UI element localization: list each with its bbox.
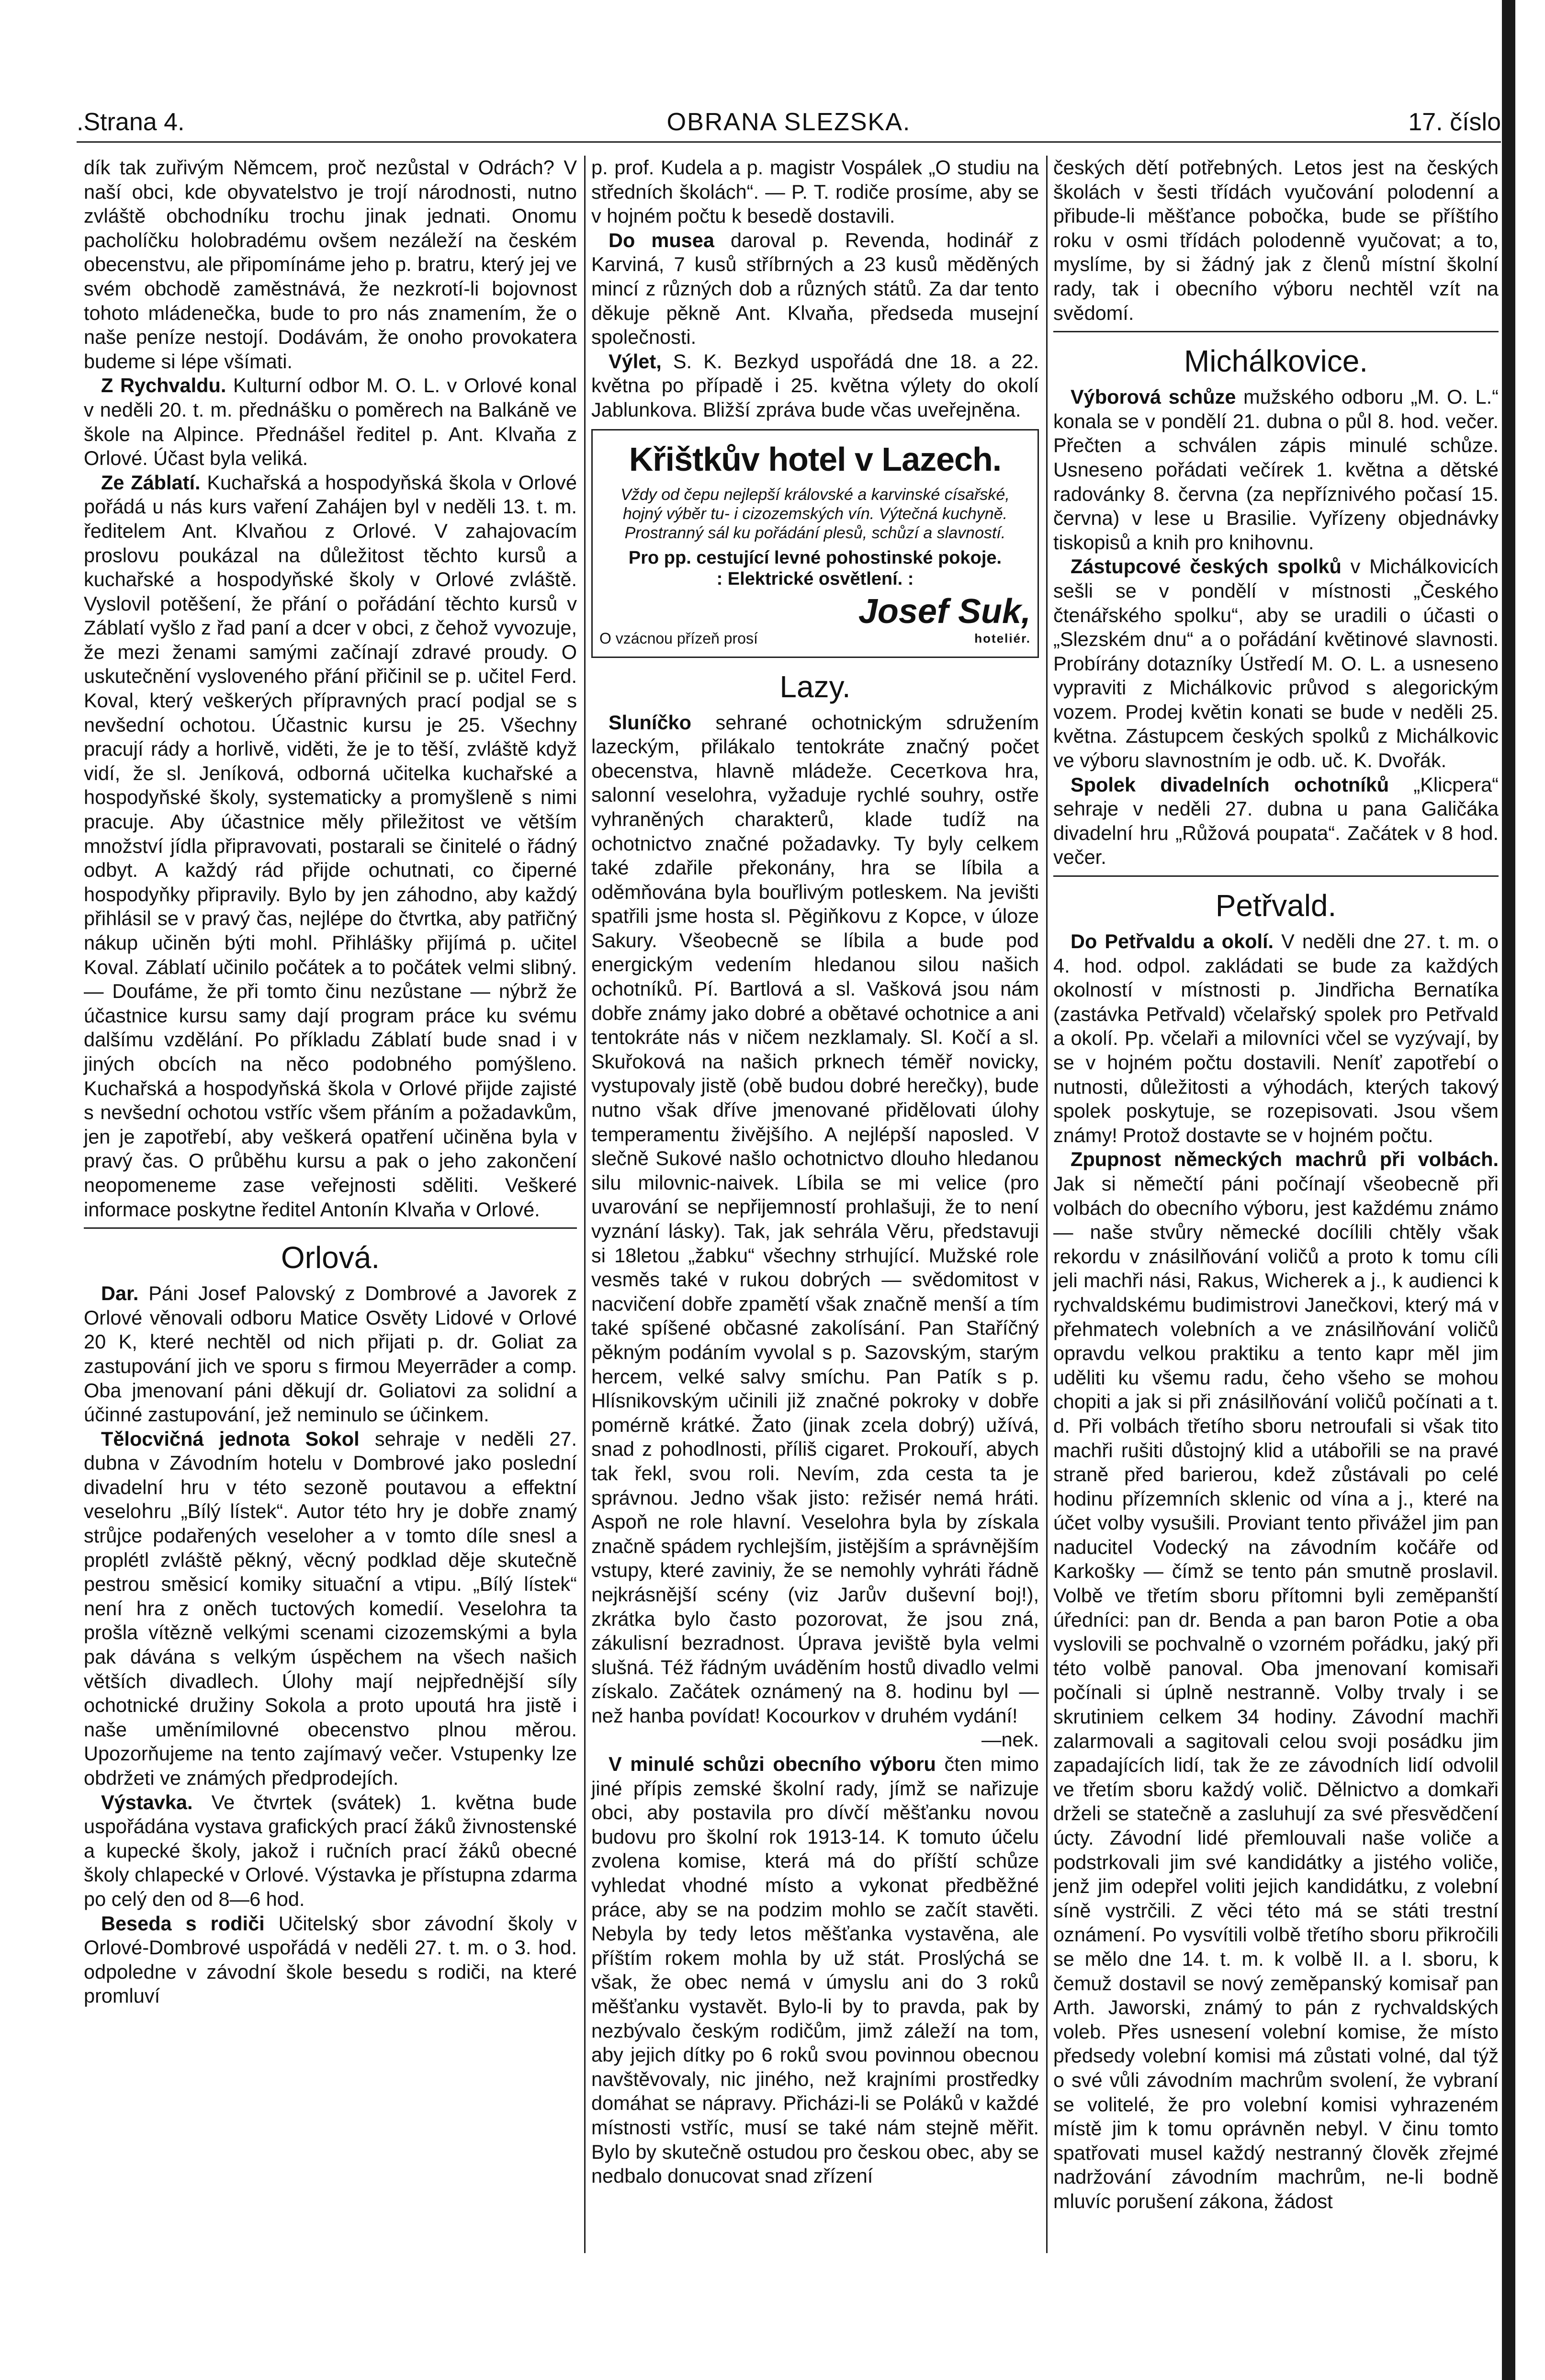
section-title-michalkovice: Michálkovice. <box>1184 344 1368 379</box>
section-title-orlova: Orlová. <box>281 1240 380 1275</box>
article-text: Páni Josef Palovský z Dombrové a Javorek z Orlové věnovali odboru Matice Osvěty Lidové v Orlové 20 K, které nechtěl od nich přijati p. dr. Goliat za zastupování jich ve sporu s firmou Meyerrāder a comp. Oba jmenovaní páni děkují dr. Goliatovi za solidní a účinné zastupování, jež neminulo se účinkem. <box>84 1282 577 1426</box>
section-rule <box>1053 331 1499 332</box>
article-lead: Do musea <box>609 228 714 251</box>
article-text: mužského odboru „M. O. L.“ konala se v pondělí 21. dubna o půl 8. hod. večer. Přečten a schválen zápis minulé schůze. Usneseno pořádati večírek 1. května a dětské radovánky 8. června (za nepříznivého počasí 15. června) v lese u Brasilie. Vyřízeny objednávky tiskopisů a knih pro knihovnu. <box>1053 385 1499 554</box>
article-paragraph <box>1053 929 1499 1147</box>
article-paragraph <box>1053 1147 1499 2213</box>
article-paragraph <box>1053 555 1499 772</box>
ad-body: Vždy od čepu nejlepší královské a karvinské císařské, hojný výběr tu- i cizozemských vín. Výtečná kuchyně. Prostranný sál ku pořádání plesů, schůzí a slavností. <box>620 485 1010 542</box>
section-title-petrvald: Petřvald. <box>1215 888 1337 923</box>
ad-line: Pro pp. cestující levné pohostinské pokoje. <box>628 547 1002 568</box>
issue-number: 17. číslo <box>1408 108 1501 136</box>
ad-line: : Elektrické osvětlení. : <box>716 568 914 589</box>
article-lead: Zpupnost německých machrů při volbách. <box>1071 1148 1499 1171</box>
column-left <box>84 156 577 2311</box>
page-header <box>77 103 1501 143</box>
article-paragraph <box>1053 773 1499 870</box>
column-right <box>1053 156 1499 2311</box>
article-paragraph: dík tak zuřivým Němcem, proč nezůstal v Odrách? V naší obci, kde obyvatelstvo je trojí národnosti, nutno zvláště obchodníku trochu jinak jednati. Onomu pacholíčku holobradému ovšem nezáleží na českém obecenstvu, ale připomínáme jeho p. bratru, který jej ve svém obchodě zaměstnává, že nezkrotí-li bojovnost tohoto mládenečka, bude to pro nás znamením, že o naše peníze nestojí. Dodávám, že onoho provokatera budeme si lépe všímati. <box>84 156 577 373</box>
article-text: čten mimo jiné přípis zemské školní rady, jímž se nařizuje obci, aby postavila pro dívčí měšťanku novou budovu pro školní rok 1913-14. K tomuto účelu zvolena komise, která má do příští schůze vyhledat vhodné místo a vykonat předběžné práce, aby se na podzim mohlo se začít stavěti. Nebyla by tedy letos měšťanka vystavěna, ale příštím rokem mohla by už stát. Proslýchá se však, že obec nemá v úmyslu ani do 3 roků měšťanku vystavět. Bylo-li by to pravda, pak by nezbývalo českým rodičům, jimž záleží na tom, aby jejich dítky po 6 roků svou povinnou obecnou navštěvovaly, nic jiného, než krajními prostředky domáhat se nápravy. Přicházi-li se Poláků v každé místnosti vstříc, musí se také nám stejně měřit. Bylo by skutečně ostudou pro českou obec, aby se nedbalo donucovat snad zřízení <box>591 1753 1039 2187</box>
ad-title: Křištkův hotel v Lazech. <box>629 440 1002 478</box>
article-paragraph <box>84 374 577 470</box>
article-text: „Klicpera“ sehraje v neděli 27. dubna u pana Galičáka divadelní hru „Růžová poupata“. Začátek v 8 hod. večer. <box>1053 773 1499 869</box>
article-text: sehraje v neděli 27. dubna v Závodním hotelu v Dombrové jako poslední divadelní hru v této sezoně poutavou a effektní veseloհru „Bílý lístek“. Autor této hry je dobře znamý strůjce podařených veseloher a v tomto díle snesl a proplétl zvláště pěkný, věcný podklad děje skutečně pestrou směsicí komiky situační a vtipu. „Bílý lístek“ není hra z oněch tuctových komedií. Veselohra ta prošla vítězně velkými scenami cizozemskými a byla pak dávána s velkým úspěchem na všech našich větších divadlech. Úlohy mají nejpřednější síly ochotnické družiny Sokola a proto upoutá hra jistě i naše uměnímilovné obecenstvo plnou měrou. Upozorňujeme na tento zajímavý večer. Vstupenky lze obdržeti ve známých předprodejích. <box>84 1427 577 1789</box>
article-lead: V minulé schůzi obecního výboru <box>609 1753 936 1776</box>
article-text: Jak si němečtí páni počínají všeobecně při volbách do obecního výboru, jest každému známo — naše stvůry německé docílili chtěly však rekordu v znásilňování voličů a proto k tomu cíli jeli machři nási, Rakus, Wicherek a j., k audienci k rychvaldskému budimistrovi Janečkovi, který má v přehmatech volebních a ve znásilňování voličů opravdu velkou praktiku a tento kapr měl jim uděliti ku všemu radu, čeho všeho se mohou chopiti a jak si při znásilňování voličů počínati a t. d. Při volbách třetího sboru netroufali si však tito machři rušiti důstojný klid a utábořili se na pravé straně před barierou, kdež zůstávali po celé hodinu přízemních sklenic od vína a j., které na účet volby vysušili. Proviant tento přivážel jim pan naducitel Vodecký na závodním kočáře od Karkošky — čímž se tento pán smutně proslavil. Volbě ve třetím sboru přítomni byli zeměpanští úředníci: pan dr. Benda a pan baron Potie a oba vyslovili se pochvalně o vzorném pořádku, jaký při této volbě panoval. Oba jmenovaní komisaři počínali si úplně nestranně. Volby trvaly i se skrutiniem celkem 34 hodiny. Závodní machři zalarmovali a sagitovali celou svoji posádku jim zapadajících lidí, tak že ze závodních lidí odvolil ve třetím sboru každý volič. Dělnictvo a domkaři drželi se statečně a zasluhují za své přesvědčení úcty. Závodní lidé přemlouvali naše voliče a podstrkovali jim své kandidátky a jistého voliče, jenž jim odepřel voliti jejich kandidátku, z volební síně vystrčili. Z věci této má se státi trestní oznámení. Po vysvítili volbě třetího sboru přikročili se mělo dne 14. t. m. k volbě II. a I. sboru, k čemuž dostavil se nový zeměpanský komisař pan Arth. Jaworski, známý to pán z rychvaldských voleb. Přes usnesení volební komise, že místo předsedy volební komisi má zůstati volné, dal týž o své vůli závodním machrům svolení, že vybraní se volitelé, že pro volební komisi vyhrazeném místě jim k tomu oprávněn nebyl. V činu tomto spatřovati musel každý nestranný člověk zřejmé nadržování závodním machrům, ne-li bodně mluvíc porušení zákona, žádost <box>1053 1172 1499 2212</box>
article-lead: Výlet, <box>609 350 662 373</box>
article-paragraph <box>84 471 577 1222</box>
article-lead: Do Petřvaldu a okolí. <box>1071 930 1274 953</box>
article-signature: —nek. <box>981 1728 1039 1751</box>
article-text: v Michálkovicích sešli se v pondělí v místnosti „Českého čtenářského spolku“, aby se uradili o účasti o „Slezském dnu“ a o pořádání květinové slavnosti. Probírány dotazníky Ústředí M. O. L. a usneseno vypraviti z Michálkovic průvod s alegorickým vozem. Prodej květin konati se bude v neděli 25. května. Zástupcem českých spolků z Michálkovic ve výboru slavnostním je odb. uč. K. Dvořák. <box>1053 555 1499 772</box>
article-paragraph <box>591 711 1039 1728</box>
article-lead: Dar. <box>101 1282 139 1305</box>
article-paragraph <box>84 1427 577 1791</box>
article-paragraph: p. prof. Kudela a p. magistr Vospálek „O studiu na středních školách“. — P. T. rodiče prosíme, aby se v hojném počtu k besedě dostavili. <box>591 156 1039 227</box>
article-text: Kuchařská a hospodyňská škola v Orlové pořádá u nás kurs vaření Zahájen byl v neděli 13. t. m. ředitelem Ant. Klvaňou z Orlové. V zahajovacím proslovu poukázal na důležitost těchto kursů a kuchařské a hospodyňské školy v Orlové zvláště. Vyslovil potěšení, že přání o pořádání těchto kursů v Záblatí vyšlo z řad paní a dcer v obci, z čehož vyvozuje, že mezi ženami samými začínají zdravé proudy. O uskutečnění vysloveného přání přičinil se p. učitel Ferd. Koval, který veškerých přípravných prací podjal se s nevšední ochotou. Účastnic kursu je 25. Všechny pracují rády a horlivě, viděti, že je to těší, zvláště když vidí, že sl. Jeníková, odborná učitelka kuchařské a hospodyňské školy, systematicky a promyšleně s nimi pracuje. Aby účastnice měly přiležitost ve větším množství jídla připravovati, postarali se činitelé o řádný odbyt. A každý rád přijde ochutnati, co čiperné hospodyňky připravily. Bylo by jen záhodno, aby každý přihlásil se v pravý čas, nejlépe do čtvrtka, aby patřičný nákup učiněn býti mohl. Přihlášky přijímá p. učitel Koval. Záblatí učinilo počátek a to počátek velmi slibný. — Doufáme, že při tomto činu nezůstane — nýbrž že účastnice kursu samy dají program práce ku svému dalšímu vzdělání. Po příkladu Záblatí bude snad i v jiných obcích na něco podobného pomýšleno. Kuchařská a hospodyňská škola v Orlové přijde zajisté s nevšední ochotou vstříc všem přáním a požadavkům, jen je zapotřebí, aby veškerá opatření učiněna byla v pravý čas. O průběhu kursu a pak o jeho zakončení neopomeneme zase veřejnosti sděliti. Veškeré informace poskytne ředitel Antonín Klvaňa v Orlové. <box>84 471 577 1221</box>
hotel-advertisement <box>591 429 1039 658</box>
section-rule <box>84 1227 577 1229</box>
article-text: sehrané ochotnickým sdružením lazeckým, přilákalo tentokráte značný počet obecenstva, hlavně mládeže. Ceceтkova hra, salonní veselohra, vyžaduje rychlé souhry, ostře vyhraněných charakterů, kladе tudíž na ochotnictvo značné požadavky. Ty byly celkem také zdařile překonány, hra se líbila a oděmňována byla bouřlivým potleskem. Na jevišti spatřili jsme hosta sl. Pěgiňkovu z Kopce, v úloze Sakury. Všeobecně se líbila a bude pod energickým vedením hledanou silou našich ochotníků. Pí. Bartlová a sl. Vašková jsou nám dobře známy jako dobré a obětavé ochotnice a ani tentokráte nás v ničem nezklamaly. Sl. Kočí a sl. Skuřoková na našich prknech téměř novicky, vystupovaly jistě (obě budou dobré herečky), bude nutno však dříve jmenované přidělovati úlohy temperamentu živějšího. A nejlépší naposled. V slečně Sukové našlo ochotnictvo dlouho hledanou silu milovnic-naivek. Líbila se mi velice (pro uvarování se nepřijemností prohlašuji, že to není vyznání lásky). Tak, jak sehrála Věru, představuji si 18letou „žabku“ všechny strhující. Mužské role vesměs také v rukou dobrých — svědomitost v nacvičení dobře zpamětí však značně menší a tím také spíšené občasné zakolísání. Pan Staříčný pěkným podáním vyvolal s p. Sazovským, starým hercem, velké salvy smíchu. Pan Patík s p. Hlísnikovským učinili již značné pokroky v dobře pomérně krátké. Žato (jinak zcela dobrý) užívá, snad z pohodlnosti, příliš cigaret. Prokouří, abych tak řekl, svou roli. Nevím, zda cesta ta je správnou. Jedno však jisto: režisér nemá hráti. Aspoň ne role hlavní. Veselohra byla by získala značně spádem rychlejším, jistějším a správnějším vstupy, které zaviniy, že se nemohly vyhráti řádně nejkrásnější scény (viz Jarův duševní boj!), zkrátka bylo často pozorovat, že jsou zná, zákulisní bezradnost. Úprava jeviště byla velmi slušná. Též řádným uváděním hostů divadlo velmi získalo. Začátek oznámený na 8. hodinu byl — než hanba povídat! Kocourkov v druhém vydání! <box>591 711 1039 1727</box>
newspaper-title: OBRANA SLEZSKA. <box>666 108 911 136</box>
article-paragraph <box>1053 385 1499 555</box>
column-divider <box>1046 156 1048 2253</box>
article-text: V neděli dne 27. t. m. o 4. hod. odpol. zakládati se bude za každých okolností v místnosti p. Jindřicha Bernatíka (zastávka Petřvald) včelařský spolek pro Petřvald a okolí. Pp. včelaři a milovníci včel se vyzývají, by se v hojném počtu dostavili. Neníť zapotřebí o nutnosti, důležitosti a výhodách, kterých takový spolek poskytuje, se rozepisovati. Jsou všem známy! Protož dostavte se v hojném počtu. <box>1053 930 1499 1146</box>
article-paragraph <box>591 350 1039 422</box>
article-paragraph <box>591 228 1039 350</box>
article-lead: Výborová schůze <box>1071 385 1236 408</box>
article-text: S. K. Bezkyd uspořádá dne 18. a 22. května po případě i 25. května výlety do okolí Jablunkova. Bližší zpráva bude včas uveřejněna. <box>591 350 1039 421</box>
ad-signature <box>858 594 1031 648</box>
article-text: Kulturní odbor M. O. L. v Orlové konal v neděli 20. t. m. přednášku o poměrech na Balkáně ve škole na Alpince. Přednášel ředitel p. Ant. Klvaňa z Orlové. Účast byla veliká. <box>84 374 577 470</box>
article-text: Ve čtvrtek (svátek) 1. května bude uspořádána vystava grafických prací žáků živnostenské a kupecké školy, jakož i ručních prací žáků obecné školy chlapecké v Orlové. Výstavka je přístupna zdarma po celý den od 8—6 hod. <box>84 1791 577 1910</box>
article-text: daroval p. Revenda, hodinář z Karviná, 7 kusů stříbrných a 23 kusů měděných mincí z různých dob a různých států. Za dar tento děkuje pěkně Ant. Klvaňa, předseda musejní společnosti. <box>591 228 1039 349</box>
column-middle <box>591 156 1039 2311</box>
ad-signature-role: hoteliér. <box>974 631 1031 646</box>
article-lead: Sluníčko <box>609 711 691 734</box>
article-lead: Tělocvičná jednota Sokol <box>101 1427 360 1450</box>
ad-signature-row <box>599 594 1031 648</box>
column-divider <box>584 156 586 2253</box>
section-title-lazy: Lazy. <box>779 669 851 704</box>
article-lead: Zástupcové českých spolků <box>1071 555 1342 578</box>
page-number: .Strana 4. <box>77 108 185 136</box>
article-lead: Výstavka. <box>101 1791 193 1813</box>
article-paragraph <box>591 1752 1039 2188</box>
article-paragraph: českých dětí potřebných. Letos jest na českých školách v šesti třídách vyučování polodenní a přibude-li měšťance pobočka, bude se příštího roku v osmi třídách polodenně vyučovat; a to, myslíme, by si žádný jak z členů místní školní rady, tak i obecního výboru nechtěl vzít na svědomí. <box>1053 156 1499 324</box>
article-text: Učitelský sbor závodní školy v Orlové-Dombrové uspořádá v neděli 27. t. m. o 3. hod. odpoledne v závodní škole besedu s rodiči, na které promluví <box>84 1912 577 2007</box>
article-lead: Z Rychvaldu. <box>101 374 226 397</box>
section-rule <box>1053 875 1499 877</box>
article-paragraph <box>84 1281 577 1427</box>
article-lead: Beseda s rodiči <box>101 1912 265 1935</box>
article-lead: Spolek divadelních ochotníků <box>1071 773 1389 796</box>
ad-signature-name: Josef Suk, <box>858 592 1031 631</box>
article-paragraph <box>84 1791 577 1912</box>
article-lead: Ze Záblatí. <box>101 471 201 494</box>
article-paragraph <box>84 1912 577 2008</box>
page-edge-frame <box>1502 0 1515 2380</box>
ad-signature-intro: O vzácnou přízeň prosí <box>599 629 758 647</box>
